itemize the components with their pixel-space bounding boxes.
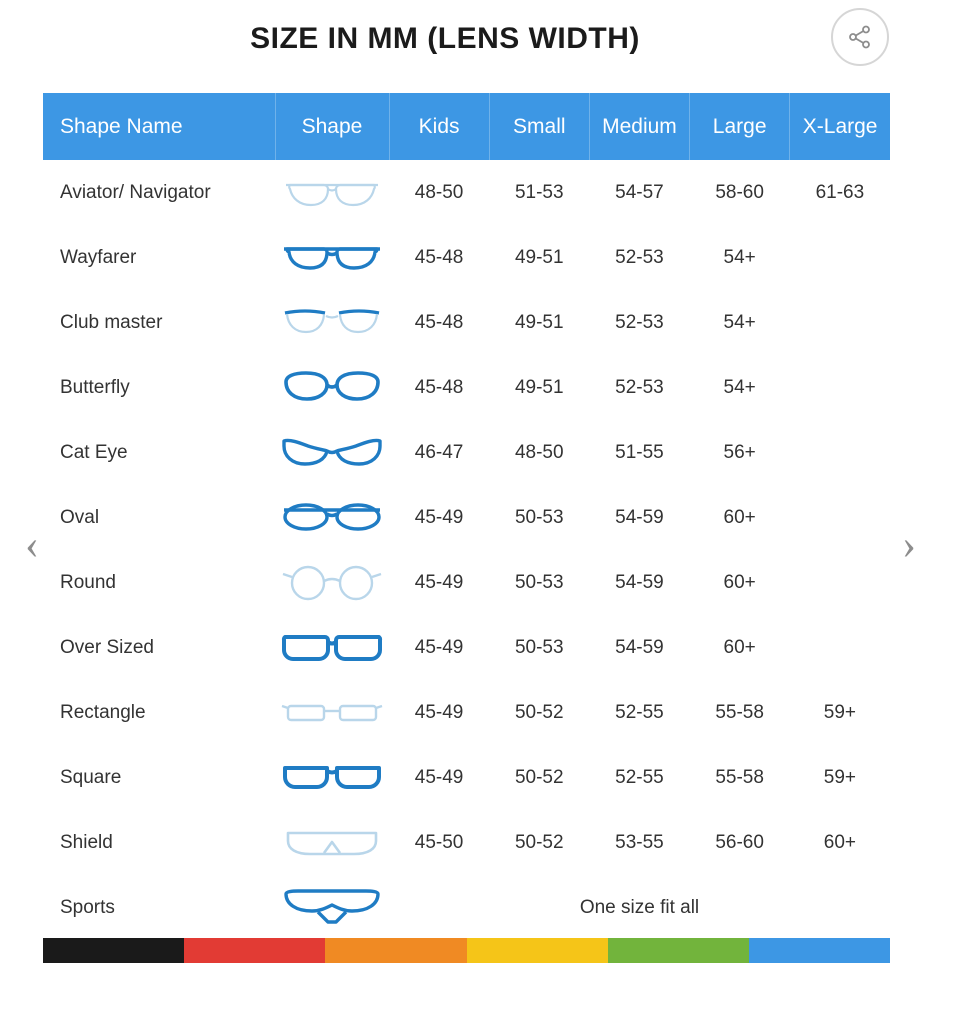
cell-medium: 54-59	[589, 615, 689, 680]
row-label: Cat Eye	[43, 420, 275, 485]
table-row	[43, 615, 890, 680]
cell-xlarge	[790, 420, 890, 485]
oval-glasses-icon	[275, 485, 389, 550]
round-glasses-icon	[275, 550, 389, 615]
table-row	[43, 550, 890, 615]
cell-xlarge: 59+	[790, 680, 890, 745]
aviator-glasses-icon	[275, 160, 389, 225]
cell-small: 50-52	[489, 680, 589, 745]
cell-kids: 48-50	[389, 160, 489, 225]
cell-large: 54+	[690, 290, 790, 355]
cell-xlarge	[790, 355, 890, 420]
row-label: Over Sized	[43, 615, 275, 680]
table-row	[43, 225, 890, 290]
table-row	[43, 420, 890, 485]
cell-medium: 52-55	[589, 745, 689, 810]
table-row	[43, 355, 890, 420]
cell-small: 49-51	[489, 225, 589, 290]
cell-kids: 45-48	[389, 225, 489, 290]
cell-large: 55-58	[690, 745, 790, 810]
row-label: Club master	[43, 290, 275, 355]
column-header-kids: Kids	[389, 93, 489, 160]
page-title: SIZE IN MM (LENS WIDTH)	[250, 22, 640, 55]
cell-large: 60+	[690, 550, 790, 615]
prev-arrow-icon[interactable]: ‹	[25, 522, 39, 568]
cell-small: 50-53	[489, 485, 589, 550]
oversized-glasses-icon	[275, 615, 389, 680]
color-segment-5	[608, 938, 749, 963]
next-arrow-icon[interactable]: ›	[902, 522, 916, 568]
cell-xlarge	[790, 550, 890, 615]
cell-medium: 54-59	[589, 485, 689, 550]
color-segment-3	[325, 938, 466, 963]
cell-kids: 46-47	[389, 420, 489, 485]
cell-medium: 52-53	[589, 355, 689, 420]
column-header-small: Small	[489, 93, 589, 160]
table-row	[43, 680, 890, 745]
cell-kids: 45-48	[389, 355, 489, 420]
cell-kids: 45-49	[389, 745, 489, 810]
cell-large: 54+	[690, 225, 790, 290]
sports-glasses-icon	[275, 875, 389, 940]
cell-xlarge	[790, 225, 890, 290]
table-header-row	[43, 93, 890, 160]
cell-kids: 45-49	[389, 680, 489, 745]
color-segment-6	[749, 938, 890, 963]
row-label: Square	[43, 745, 275, 810]
clubmaster-glasses-icon	[275, 290, 389, 355]
cell-medium: 52-55	[589, 680, 689, 745]
cell-kids: 45-48	[389, 290, 489, 355]
cell-kids: 45-50	[389, 810, 489, 875]
row-label: Butterfly	[43, 355, 275, 420]
color-segment-4	[467, 938, 608, 963]
color-segment-1	[43, 938, 184, 963]
one-size-text: One size fit all	[389, 875, 890, 940]
cell-small: 48-50	[489, 420, 589, 485]
butterfly-glasses-icon	[275, 355, 389, 420]
cell-small: 50-52	[489, 810, 589, 875]
table-row	[43, 290, 890, 355]
color-segment-2	[184, 938, 325, 963]
table-row	[43, 485, 890, 550]
share-button[interactable]	[831, 8, 889, 66]
color-bar	[43, 938, 890, 963]
cell-medium: 51-55	[589, 420, 689, 485]
cell-large: 55-58	[690, 680, 790, 745]
share-icon	[847, 24, 873, 50]
cell-small: 51-53	[489, 160, 589, 225]
table-row	[43, 875, 890, 940]
cell-small: 49-51	[489, 355, 589, 420]
row-label: Wayfarer	[43, 225, 275, 290]
cell-medium: 54-59	[589, 550, 689, 615]
square-glasses-icon	[275, 745, 389, 810]
shield-glasses-icon	[275, 810, 389, 875]
cell-small: 50-52	[489, 745, 589, 810]
cell-xlarge	[790, 485, 890, 550]
cell-kids: 45-49	[389, 615, 489, 680]
table-header	[43, 93, 890, 160]
row-label: Sports	[43, 875, 275, 940]
table-row	[43, 810, 890, 875]
row-label: Shield	[43, 810, 275, 875]
cell-small: 50-53	[489, 550, 589, 615]
cell-small: 49-51	[489, 290, 589, 355]
cell-medium: 54-57	[589, 160, 689, 225]
cell-xlarge: 61-63	[790, 160, 890, 225]
column-header-shape-name: Shape Name	[43, 93, 275, 160]
table-row	[43, 160, 890, 225]
rectangle-glasses-icon	[275, 680, 389, 745]
cell-medium: 53-55	[589, 810, 689, 875]
cell-xlarge	[790, 615, 890, 680]
column-header-medium: Medium	[589, 93, 689, 160]
cell-xlarge: 60+	[790, 810, 890, 875]
cell-medium: 52-53	[589, 290, 689, 355]
row-label: Rectangle	[43, 680, 275, 745]
cateye-glasses-icon	[275, 420, 389, 485]
row-label: Oval	[43, 485, 275, 550]
column-header-shape: Shape	[275, 93, 389, 160]
cell-xlarge: 59+	[790, 745, 890, 810]
cell-large: 56-60	[690, 810, 790, 875]
table-row	[43, 745, 890, 810]
cell-large: 56+	[690, 420, 790, 485]
cell-xlarge	[790, 290, 890, 355]
cell-large: 54+	[690, 355, 790, 420]
cell-large: 60+	[690, 615, 790, 680]
cell-kids: 45-49	[389, 550, 489, 615]
cell-large: 58-60	[690, 160, 790, 225]
column-header-xlarge: X-Large	[790, 93, 890, 160]
cell-kids: 45-49	[389, 485, 489, 550]
column-header-large: Large	[690, 93, 790, 160]
table-body	[43, 160, 890, 940]
row-label: Round	[43, 550, 275, 615]
cell-large: 60+	[690, 485, 790, 550]
wayfarer-glasses-icon	[275, 225, 389, 290]
size-chart-table	[43, 93, 890, 940]
cell-small: 50-53	[489, 615, 589, 680]
row-label: Aviator/ Navigator	[43, 160, 275, 225]
size-chart-table-wrapper	[43, 93, 890, 940]
cell-medium: 52-53	[589, 225, 689, 290]
